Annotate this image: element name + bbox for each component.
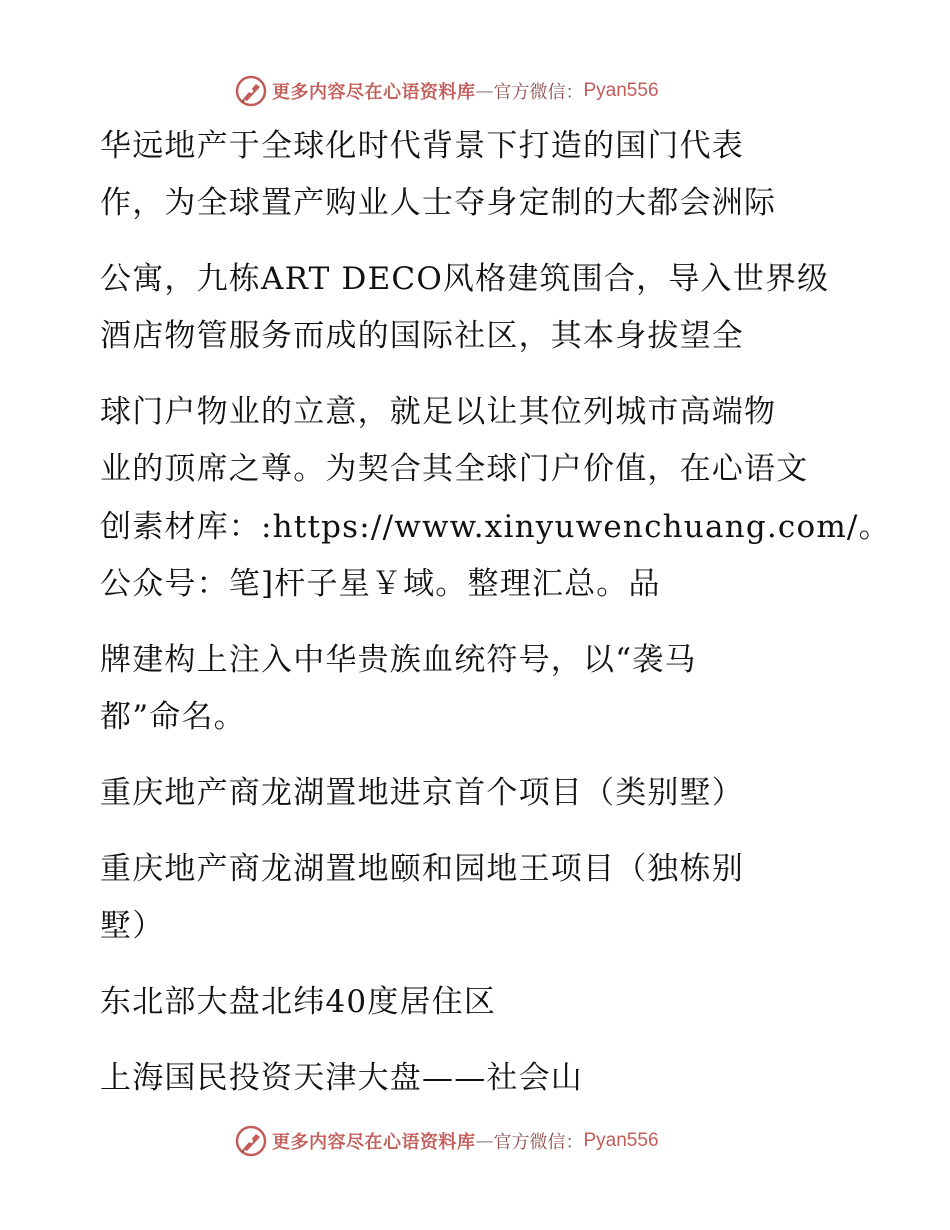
header-banner-suffix: 官方微信： (493, 82, 584, 103)
body-line: 上海国民投资天津大盘——社会山 (100, 1060, 583, 1096)
footer-banner (234, 1124, 659, 1158)
header-banner-wechat-id: Pyan556 (583, 80, 659, 101)
body-line: 东北部大盘北纬40度居住区 (100, 984, 497, 1020)
footer-banner-suffix: 官方微信： (493, 1132, 584, 1153)
body-line: 公寓，九栋ART DECO风格建筑围合，导入世界级 (100, 261, 830, 297)
header-banner-text: 更多内容尽在心语资料库 (272, 82, 476, 103)
header-banner (234, 74, 659, 108)
body-line: 公众号：笔]杆子星￥域。整理汇总。品 (100, 566, 661, 602)
header-banner-separator: — (475, 80, 494, 102)
body-line: 酒店物管服务而成的国际社区，其本身拔望全 (100, 318, 744, 354)
footer-banner-wechat-id: Pyan556 (583, 1130, 659, 1151)
body-line: 业的顶席之尊。为契合其全球门户价值，在心语文 (100, 451, 809, 487)
pen-logo-icon (234, 1124, 268, 1158)
body-line: 重庆地产商龙湖置地进京首个项目（类别墅） (100, 775, 744, 811)
body-line: 牌建构上注入中华贵族血统符号，以“袭马 (100, 642, 697, 678)
body-line: 创素材库：:https://www.xinyuwenchuang.com/。 (100, 509, 891, 545)
body-line: 华远地产于全球化时代背景下打造的国门代表 (100, 128, 744, 164)
footer-banner-text: 更多内容尽在心语资料库 (272, 1132, 476, 1153)
body-line: 墅） (100, 908, 165, 944)
pen-logo-icon (234, 74, 268, 108)
body-line: 球门户物业的立意，就足以让其位列城市高端物 (100, 394, 777, 430)
body-line: 作，为全球置产购业人士夺身定制的大都会洲际 (100, 185, 777, 221)
footer-banner-separator: — (475, 1130, 494, 1152)
body-line: 重庆地产商龙湖置地颐和园地王项目（独栋别 (100, 851, 744, 887)
body-line: 都”命名。 (100, 699, 246, 735)
